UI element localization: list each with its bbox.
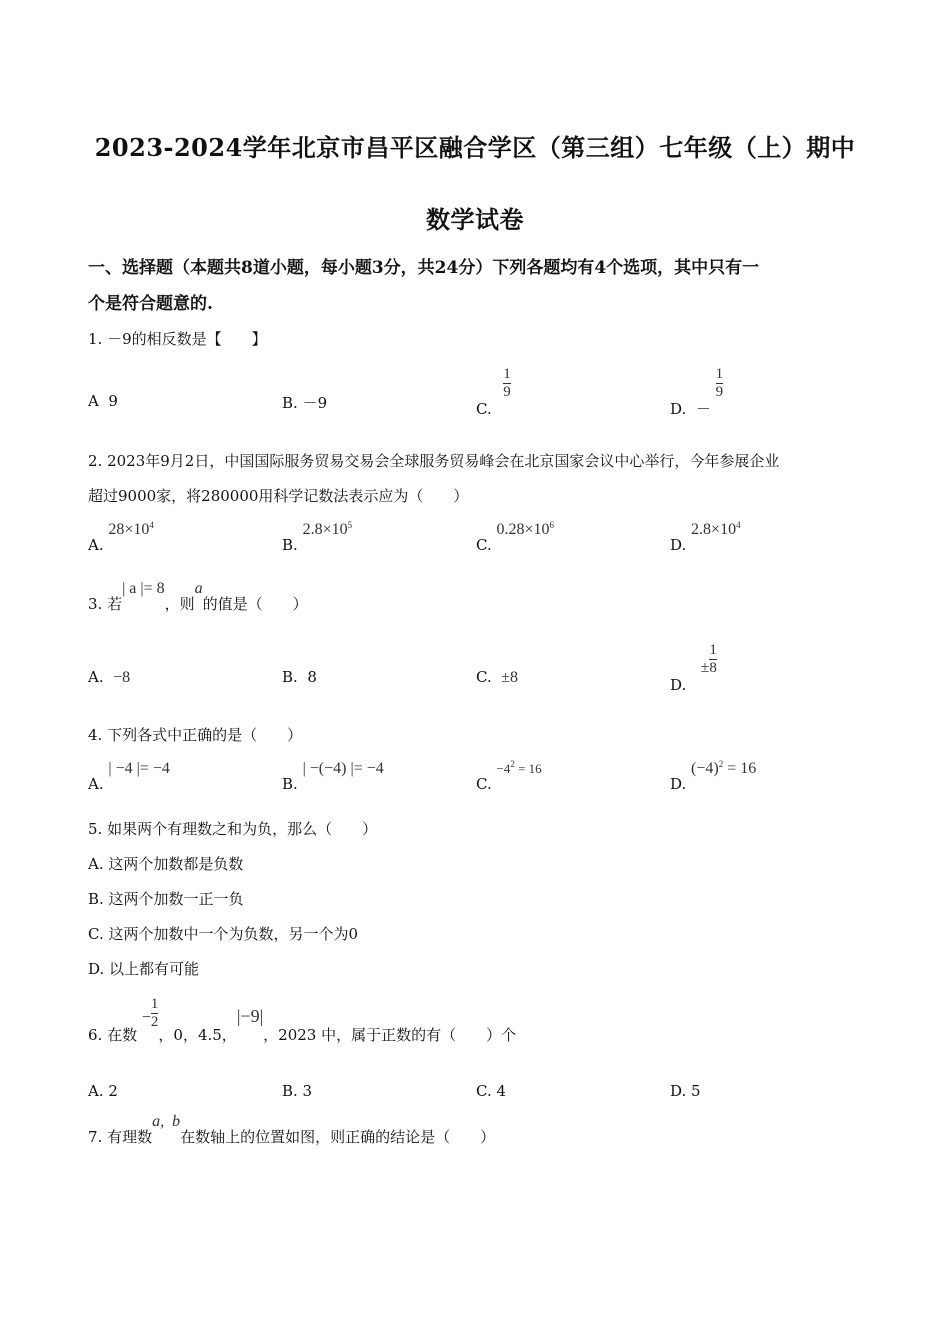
- question-5: [88, 812, 868, 987]
- section-heading-line1: 一、选择题（本题共8道小题，每小题3分，共24分）下列各题均有4个选项，其中只有一: [88, 258, 760, 278]
- option-label: B.: [282, 668, 298, 686]
- math-variable: a: [194, 580, 203, 597]
- q4-option-a: [88, 760, 170, 794]
- option-label: A.: [88, 536, 104, 554]
- fraction: $\frac{1}{9}$: [715, 366, 724, 400]
- math-expression: $-4^2 = 16$: [496, 759, 542, 776]
- q6-option-a: A. 2: [88, 1082, 118, 1100]
- question-4-stem: 4. 下列各式中正确的是（ ）: [88, 726, 303, 744]
- q5-option-c: C. 这两个加数中一个为负数，另一个为0: [88, 925, 359, 943]
- question-6-stem: 6. 在数 − $\frac{1}{2}$ ，0，4.5，|−9|，2023 中，属于正数的有（ ）个: [88, 996, 517, 1044]
- fraction: $\frac{1}{8}$: [709, 642, 717, 676]
- q5-option-b: B. 这两个加数一正一负: [88, 890, 244, 908]
- option-label: C.: [476, 399, 492, 418]
- q2-option-c: [476, 520, 555, 555]
- question-1-stem: 1. －9的相反数是【 】: [88, 330, 267, 348]
- option-label: C.: [476, 668, 492, 686]
- absolute-value: |−9|: [236, 1005, 264, 1026]
- option-label: D.: [670, 775, 687, 793]
- question-7-stem: 7. 有理数a, b在数轴上的位置如图，则正确的结论是（ ）: [88, 1113, 496, 1146]
- option-label: C.: [476, 536, 492, 554]
- question-2-stem: [88, 444, 868, 514]
- question-3-stem: 3. 若| a |= 8，则a的值是（ ）: [88, 580, 308, 613]
- q4-option-c: [476, 759, 542, 793]
- option-value: −8: [113, 669, 131, 686]
- math-expression: $2.8\times 10^4$: [691, 520, 741, 538]
- q3-option-b: [282, 668, 317, 686]
- math-expression: $28\times 10^4$: [108, 520, 154, 538]
- option-label: A.: [88, 668, 104, 686]
- q5-stem: 5. 如果两个有理数之和为负，那么（ ）: [88, 820, 378, 838]
- option-label: D.: [670, 675, 687, 694]
- q5-option-a: A. 这两个加数都是负数: [88, 855, 244, 873]
- math-variables: a, b: [152, 1113, 181, 1130]
- option-label: D.: [670, 399, 687, 418]
- minus-sign: −: [141, 1008, 151, 1026]
- q3-option-d: [670, 642, 717, 694]
- option-value: ±8: [501, 669, 519, 686]
- option-label: C.: [476, 775, 492, 793]
- q5-option-d: D. 以上都有可能: [88, 960, 200, 978]
- q1-option-c: [476, 366, 511, 418]
- q4-option-d: [670, 759, 757, 794]
- q1-option-d: [670, 366, 724, 418]
- option-label: D.: [670, 536, 687, 554]
- section-heading: [88, 250, 868, 322]
- fraction: $\frac{1}{9}$: [503, 366, 511, 400]
- q3-option-a: [88, 668, 130, 687]
- exam-title-line2: 数学试卷: [426, 205, 524, 234]
- q2-line1: 2. 2023年9月2日，中国国际服务贸易交易会全球服务贸易峰会在北京国家会议中心举行，今年参展企业: [88, 452, 780, 470]
- option-value: －9: [302, 394, 328, 412]
- q2-option-d: [670, 520, 741, 555]
- q2-option-a: [88, 520, 154, 555]
- option-label: A.: [88, 775, 104, 793]
- option-label: B.: [282, 394, 298, 412]
- option-value: 8: [307, 668, 317, 686]
- math-expression: $0.28\times 10^6$: [496, 520, 555, 538]
- minus-sign: －: [695, 399, 711, 418]
- exam-title-line1: 2023-2024学年北京市昌平区融合学区（第三组）七年级（上）期中: [94, 133, 856, 162]
- q2-option-b: [282, 520, 353, 555]
- q6-option-b: B. 3: [282, 1082, 313, 1100]
- math-expression: | −4 |= −4: [108, 760, 170, 777]
- option-label: B.: [282, 775, 298, 793]
- option-label: A: [88, 392, 99, 410]
- q6-option-d: D. 5: [670, 1082, 701, 1100]
- fraction: $\frac{1}{2}$: [150, 996, 159, 1030]
- math-expression: | −(−4) |= −4: [302, 760, 384, 777]
- option-label: B.: [282, 536, 298, 554]
- section-heading-line2: 个是符合题意的.: [88, 294, 213, 314]
- plus-minus-sign: ±: [700, 658, 710, 676]
- q4-option-b: [282, 760, 384, 794]
- q3-option-c: [476, 668, 518, 687]
- q1-option-b: [282, 392, 327, 413]
- q1-option-a: [88, 392, 118, 410]
- math-expression: $(-4)^2 = 16$: [691, 759, 757, 777]
- math-expression: $2.8\times 10^5$: [302, 520, 353, 538]
- math-expression: | a |= 8: [122, 580, 165, 597]
- option-value: 9: [108, 392, 118, 410]
- q2-line2: 超过9000家，将280000用科学记数法表示应为（ ）: [88, 487, 469, 505]
- q6-option-c: C. 4: [476, 1082, 507, 1100]
